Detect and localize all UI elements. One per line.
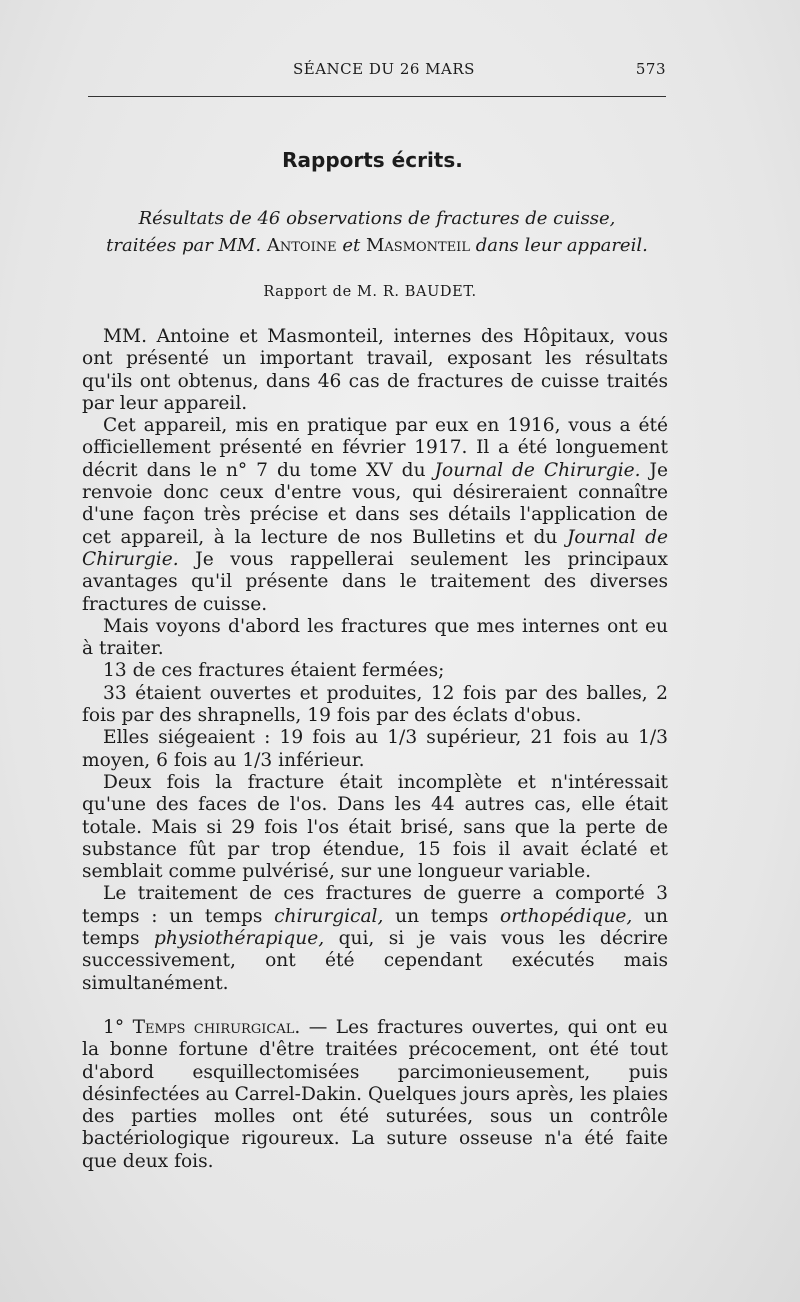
subtitle-and: et	[342, 235, 361, 256]
section-title: Rapports écrits.	[282, 148, 463, 172]
body-text	[82, 326, 668, 1173]
paragraph-temps-chirurgical	[82, 1017, 668, 1173]
paragraph-ouvertes: 33 étaient ouvertes et produites, 12 fois par des balles, 2 fois par des shrapnells, 19 fois par des éclats d'obus.	[82, 682, 668, 727]
subtitle-prefix: traitées par MM.	[106, 235, 262, 256]
temps-chirurgical: chirurgical,	[274, 905, 384, 927]
journal-reference-2: Journal de Chirurgie.	[82, 526, 668, 570]
paragraph-incomplete: Deux fois la fracture était incomplète et n'intéressait qu'une des faces de l'os. Dans les 44 autres cas, elle était totale. Mais si 29 fois l'os était brisé, sans que la perte de substance fût par trop étendue, 15 fois il avait éclaté et semblait comme pulvérisé, sur une longueur variable.	[82, 771, 668, 883]
paragraph-appareil-text-c: Je vous rappellerai seulement les principaux avantages qu'il présente dans le traitement des diverses fractures de cuisse.	[82, 548, 668, 615]
page-number: 573	[635, 60, 666, 78]
paragraph-traitement	[82, 883, 668, 994]
paragraph-appareil-text-b: Je renvoie donc ceux d'entre vous, qui désireraient connaître d'une façon très précise et dans ses détails l'application de cet appareil, à la lecture de nos Bulletins et du	[82, 459, 668, 548]
traitement-text-a: Le traitement de ces fractures de guerre a comporté 3 temps : un temps	[82, 883, 668, 927]
subtitle-suffix: dans leur appareil.	[475, 235, 648, 256]
paragraph-fractures: Mais voyons d'abord les fractures que mes internes ont eu à traiter.	[82, 615, 668, 660]
paragraph-intro: MM. Antoine et Masmonteil, internes des Hôpitaux, vous ont présenté un important travail, exposant les résultats qu'ils ont obtenus, dans 46 cas de fractures de cuisse traités par leur appareil.	[82, 326, 668, 414]
report-subtitle-line-2	[88, 235, 666, 256]
paragraph-fermees: 13 de ces fractures étaient fermées;	[103, 660, 445, 682]
paragraph-siege: Elles siégeaient : 19 fois au 1/3 supérieur, 21 fois au 1/3 moyen, 6 fois au 1/3 inférieur.	[82, 727, 668, 771]
traitement-text-d: qui, si je vais vous les décrire successivement, ont été cependant exécutés mais simultanément.	[82, 928, 668, 994]
author-name-antoine: Antoine	[266, 235, 337, 256]
running-header	[88, 60, 666, 84]
traitement-text-c: un temps	[82, 905, 668, 950]
temps-chirurgical-text: — Les fractures ouvertes, qui ont eu la bonne fortune d'être traitées précocement, ont été tout d'abord esquillectomisées parcimonieusement, puis désinfectées au Carrel-Dakin. Quelques jours après, les plaies des parties molles ont été suturées, sous un contrôle bactériologique rigoureux. La suture osseuse n'a été faite que deux fois.	[82, 1016, 668, 1172]
rapport-byline: Rapport de M. R. BAUDET.	[263, 284, 477, 300]
temps-physiotherapique: physiothérapique,	[154, 928, 325, 950]
paragraph-appareil-text-a: Cet appareil, mis en pratique par eux en 1916, vous a été officiellement présenté en février 1917. Il a été longuement décrit dans le n° 7 du tome XV du	[82, 415, 668, 481]
report-subtitle-line-1: Résultats de 46 observations de fractures de cuisse,	[138, 208, 616, 229]
paragraph-appareil	[82, 415, 668, 616]
header-title: SÉANCE DU 26 MARS	[293, 60, 475, 78]
traitement-text-b: un temps	[395, 905, 489, 927]
section-heading-temps-chirurgical: Temps chirurgical.	[132, 1016, 301, 1038]
header-rule	[88, 96, 666, 97]
section-number: 1°	[103, 1016, 125, 1038]
temps-orthopedique: orthopédique,	[500, 905, 633, 927]
author-name-masmonteil: Masmonteil	[365, 235, 470, 256]
journal-reference-1: Journal de Chirurgie.	[434, 459, 641, 481]
